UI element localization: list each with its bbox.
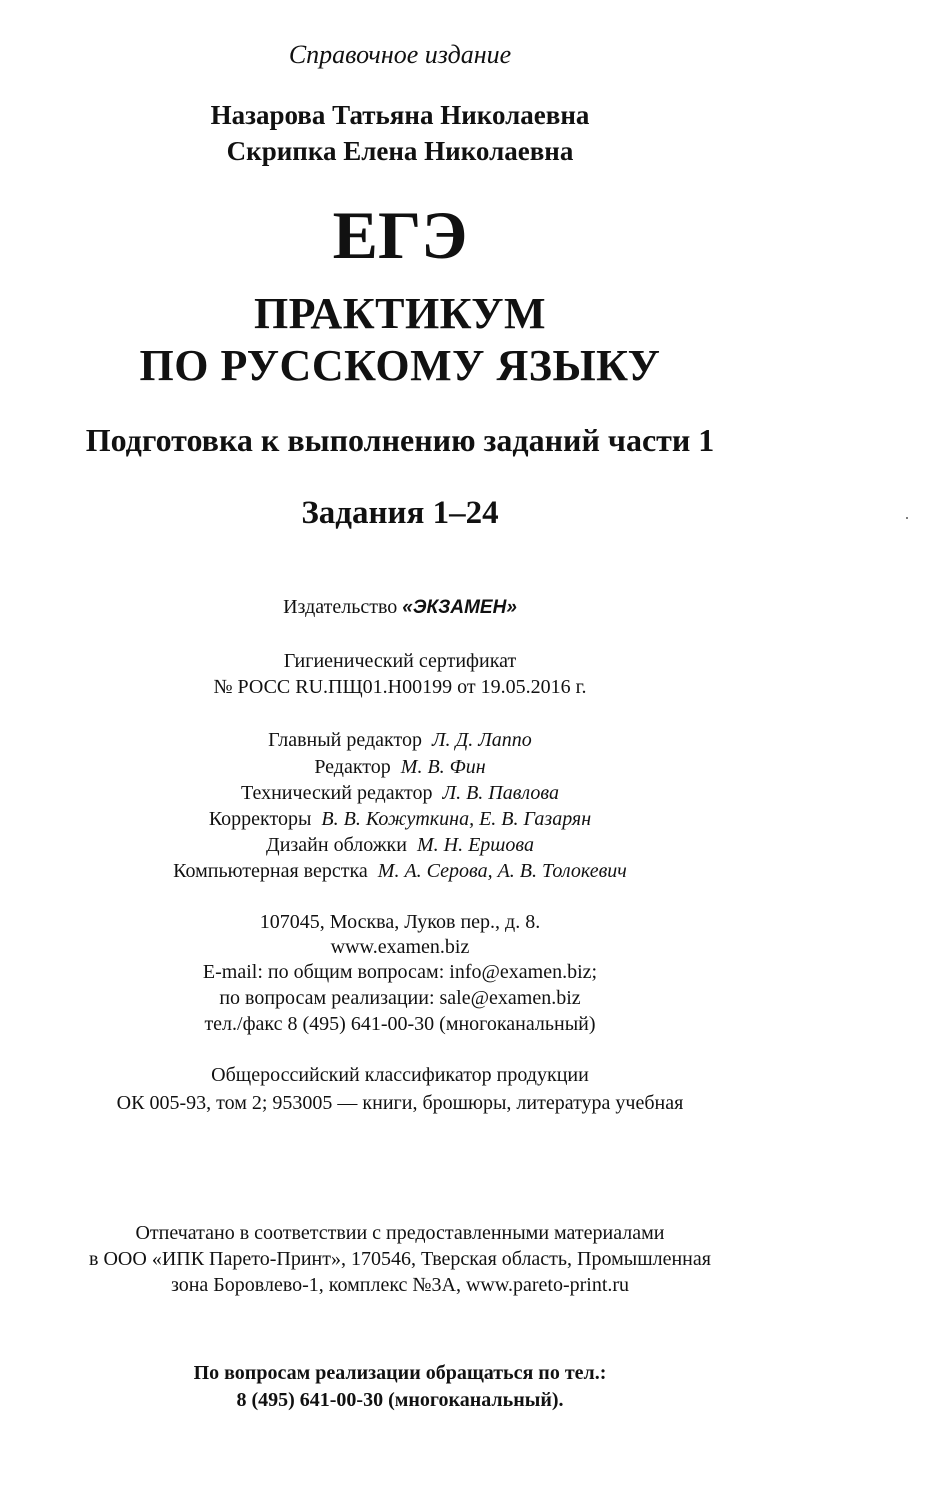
sales-line-2: 8 (495) 641-00-30 (многоканальный). bbox=[236, 1389, 564, 1411]
contact-email-general: E-mail: по общим вопросам: info@examen.biz; bbox=[202, 961, 598, 983]
classifier-line-2: ОК 005-93, том 2; 953005 — книги, брошюры, литература учебная bbox=[116, 1092, 684, 1114]
editor-line bbox=[0, 808, 800, 831]
editor-name: М. В. Фин bbox=[400, 756, 486, 778]
publisher-line bbox=[0, 596, 800, 619]
editor-role: Редактор bbox=[314, 756, 391, 778]
publisher-name: «ЭКЗАМЕН» bbox=[402, 597, 517, 618]
editor-line bbox=[0, 729, 800, 752]
book-title-line-1: ПРАКТИКУМ bbox=[253, 289, 547, 338]
editor-line bbox=[0, 756, 800, 779]
contact-website: www.examen.biz bbox=[330, 936, 470, 958]
certificate-line-2: № РОСС RU.ПЩ01.Н00199 от 19.05.2016 г. bbox=[213, 676, 587, 698]
editor-line bbox=[0, 782, 800, 805]
author-1: Назарова Татьяна Николаевна bbox=[210, 100, 590, 130]
exam-title: ЕГЭ bbox=[332, 197, 468, 273]
certificate-line-1: Гигиенический сертификат bbox=[283, 650, 517, 672]
book-title-line-2: ПО РУССКОМУ ЯЗЫКУ bbox=[139, 341, 661, 390]
classifier-line-1: Общероссийский классификатор продукции bbox=[211, 1064, 589, 1086]
editor-name: Л. Д. Лаппо bbox=[431, 729, 532, 751]
editor-role: Технический редактор bbox=[241, 782, 433, 804]
contact-email-sales: по вопросам реализации: sale@examen.biz bbox=[219, 987, 581, 1009]
sales-line-1: По вопросам реализации обращаться по тел.: bbox=[193, 1362, 607, 1384]
editor-name: М. А. Серова, А. В. Толокевич bbox=[377, 860, 627, 882]
publisher-prefix: Издательство bbox=[283, 596, 398, 618]
editor-line bbox=[0, 860, 800, 883]
author-2: Скрипка Елена Николаевна bbox=[226, 136, 574, 166]
editor-role: Компьютерная верстка bbox=[173, 860, 368, 882]
editor-name: В. В. Кожуткина, Е. В. Газарян bbox=[321, 808, 592, 830]
editor-line bbox=[0, 834, 800, 857]
editor-role: Главный редактор bbox=[268, 729, 422, 751]
contact-address: 107045, Москва, Луков пер., д. 8. bbox=[259, 911, 541, 933]
editor-role: Корректоры bbox=[208, 808, 312, 830]
printing-line-3: зона Боровлево-1, комплекс №3А, www.pareto-print.ru bbox=[170, 1274, 630, 1296]
printing-line-2: в ООО «ИПК Парето-Принт», 170546, Тверская область, Промышленная bbox=[89, 1248, 711, 1270]
tasks-range: Задания 1–24 bbox=[301, 495, 499, 531]
editor-name: М. Н. Ершова bbox=[416, 834, 534, 856]
printing-line-1: Отпечатано в соответствии с предоставленными материалами bbox=[135, 1222, 665, 1244]
editor-name: Л. В. Павлова bbox=[442, 782, 559, 804]
book-subtitle: Подготовка к выполнению заданий части 1 bbox=[85, 422, 715, 458]
edition-type: Справочное издание bbox=[288, 40, 512, 69]
scan-speck bbox=[906, 517, 908, 519]
editor-role: Дизайн обложки bbox=[266, 834, 407, 856]
contact-phone: тел./факс 8 (495) 641-00-30 (многоканальный) bbox=[204, 1013, 596, 1035]
